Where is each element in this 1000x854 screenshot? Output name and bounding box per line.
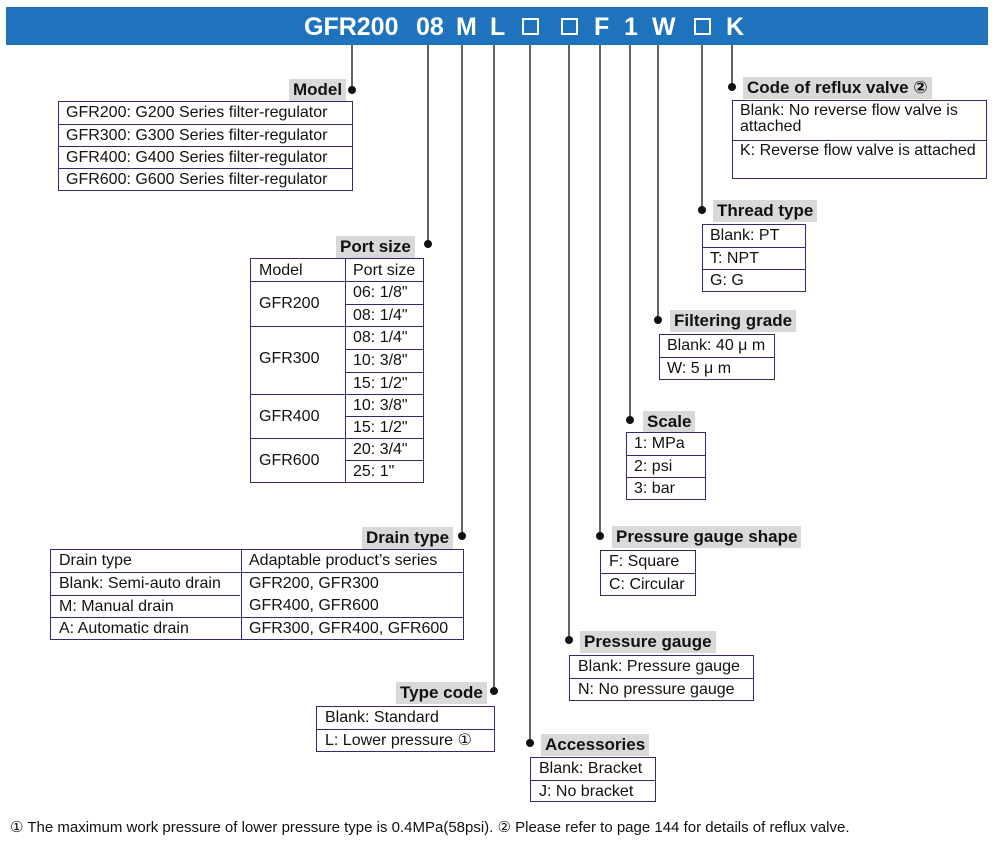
port-model-gfr300: GFR300 xyxy=(259,350,320,367)
accessories-table xyxy=(530,757,656,802)
type-code-row: L: Lower pressure ① xyxy=(325,732,472,749)
pressure-gauge-table xyxy=(569,655,754,701)
code-token-series: GFR200 xyxy=(304,13,399,41)
scale-row: 1: MPa xyxy=(634,435,685,452)
port-size-cell: 15: 1/2" xyxy=(353,419,408,436)
port-header-model: Model xyxy=(259,262,303,279)
model-code xyxy=(0,13,1000,41)
port-size-cell: 06: 1/8" xyxy=(353,284,408,301)
reflux-valve-title: Code of reflux valve ② xyxy=(743,77,932,99)
scale-row: 3: bar xyxy=(634,480,675,497)
code-token-port: 08 xyxy=(416,13,444,41)
drain-header-series: Adaptable product’s series xyxy=(249,552,438,569)
drain-row-series: GFR200, GFR300 xyxy=(249,575,379,592)
code-token-reflux: K xyxy=(726,13,745,41)
reflux-valve-row: Blank: No reverse flow valve is attached xyxy=(740,102,958,135)
accessories-title: Accessories xyxy=(541,734,649,756)
port-size-cell: 25: 1" xyxy=(353,463,395,480)
filtering-grade-row: W: 5 μ m xyxy=(667,360,732,377)
thread-type-row: Blank: PT xyxy=(710,227,780,244)
gauge-shape-table xyxy=(600,550,696,596)
filtering-grade-title: Filtering grade xyxy=(670,310,796,332)
gauge-shape-row: C: Circular xyxy=(609,576,685,593)
pressure-gauge-title: Pressure gauge xyxy=(580,631,716,653)
port-size-cell: 08: 1/4" xyxy=(353,307,408,324)
gauge-shape-title: Pressure gauge shape xyxy=(612,526,801,548)
footnote: ① The maximum work pressure of lower pressure type is 0.4MPa(58psi). ② Please refer to page 144 for details of reflux valve. xyxy=(10,819,850,836)
model-row: GFR200: G200 Series filter-regulator xyxy=(66,104,328,121)
drain-header-type: Drain type xyxy=(59,552,132,569)
reflux-valve-row: K: Reverse flow valve is attached xyxy=(740,142,976,159)
drain-type-table xyxy=(50,549,464,640)
scale-title: Scale xyxy=(643,411,695,433)
port-size-cell: 08: 1/4" xyxy=(353,329,408,346)
type-code-table xyxy=(316,706,495,752)
accessories-row: J: No bracket xyxy=(539,783,634,800)
code-token-accessories-box xyxy=(522,18,539,35)
gauge-shape-row: F: Square xyxy=(609,553,680,570)
port-model-gfr400: GFR400 xyxy=(259,408,320,425)
type-code-title: Type code xyxy=(396,682,487,704)
pressure-gauge-row: N: No pressure gauge xyxy=(578,681,735,698)
code-token-type: L xyxy=(490,13,506,41)
accessories-row: Blank: Bracket xyxy=(539,760,643,777)
drain-row-series: GFR400, GFR600 xyxy=(249,597,379,614)
port-size-table xyxy=(250,258,424,483)
drain-type-title: Drain type xyxy=(362,527,453,549)
port-size-cell: 10: 3/8" xyxy=(353,352,408,369)
drain-row-series: GFR300, GFR400, GFR600 xyxy=(249,620,449,637)
drain-row-type: Blank: Semi-auto drain xyxy=(59,575,221,592)
port-model-gfr600: GFR600 xyxy=(259,452,320,469)
code-token-thread-box xyxy=(694,18,711,35)
port-size-cell: 10: 3/8" xyxy=(353,397,408,414)
port-model-gfr200: GFR200 xyxy=(259,295,320,312)
model-row: GFR300: G300 Series filter-regulator xyxy=(66,127,328,144)
port-header-size: Port size xyxy=(353,262,416,279)
filtering-grade-row: Blank: 40 μ m xyxy=(667,337,766,354)
model-row: GFR600: G600 Series filter-regulator xyxy=(66,171,328,188)
thread-type-row: T: NPT xyxy=(710,250,759,267)
drain-row-type: A: Automatic drain xyxy=(59,620,189,637)
scale-table xyxy=(626,432,706,500)
port-size-cell: 15: 1/2" xyxy=(353,375,408,392)
pressure-gauge-row: Blank: Pressure gauge xyxy=(578,658,740,675)
code-token-shape: F xyxy=(594,13,610,41)
code-token-filter: W xyxy=(652,13,676,41)
code-token-gauge-box xyxy=(561,18,578,35)
model-row: GFR400: G400 Series filter-regulator xyxy=(66,149,328,166)
type-code-row: Blank: Standard xyxy=(325,709,439,726)
scale-row: 2: psi xyxy=(634,458,673,475)
model-title: Model xyxy=(289,79,346,101)
filtering-grade-table xyxy=(659,334,775,380)
drain-row-type: M: Manual drain xyxy=(59,598,174,615)
port-size-title: Port size xyxy=(336,236,415,258)
reflux-valve-table xyxy=(732,100,987,179)
thread-type-table xyxy=(702,224,806,292)
thread-type-title: Thread type xyxy=(713,200,817,222)
thread-type-row: G: G xyxy=(710,272,744,289)
code-token-drain: M xyxy=(456,13,477,41)
port-size-cell: 20: 3/4" xyxy=(353,441,408,458)
model-table xyxy=(58,101,353,191)
code-token-scale: 1 xyxy=(624,13,638,41)
